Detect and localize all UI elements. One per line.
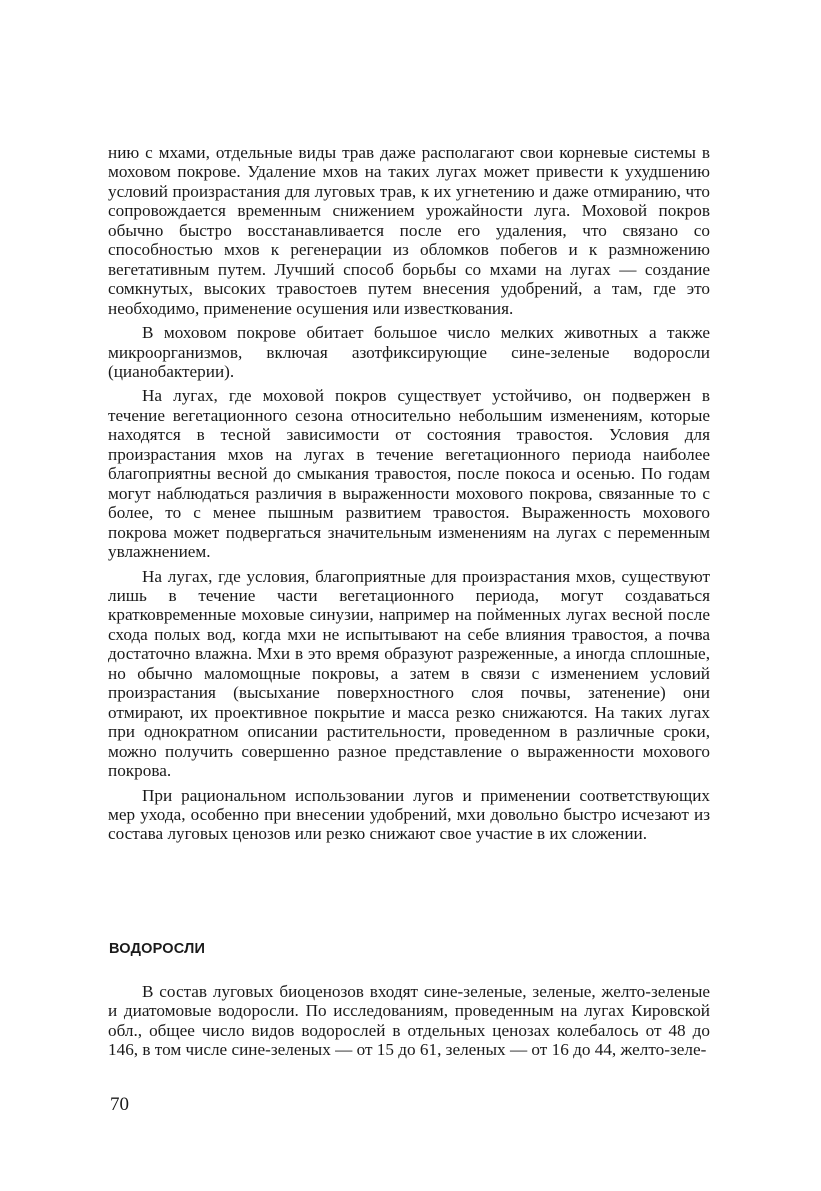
paragraph-rational-use: При рациональном использовании лугов и применении соответствующих мер ухода, особенно при внесении удобрений, мхи довольно быстро исчезают из состава луговых ценозов или резко снижают свое участие в их сложении. [108,785,710,844]
paragraph-stable-moss-cover: На лугах, где моховой покров существует устойчиво, он подвержен в течение вегетационного сезона относительно небольшим изменениям, которые находятся в тесной зависимости от состояния травостоя. Условия для произрастания мхов на лугах в течение вегетационного периода наиболее благоприятны весной до смыкания травостоя, после покоса и осенью. По годам могут наблюдаться различия в выраженности мохового покрова, связанные то с более, то с менее пышным развитием травостоя. Выраженность мохового покрова может подвергаться значительным изменениям на лугах с переменным увлажнением. [108,386,710,562]
main-text [108,143,710,844]
paragraph-moss-removal: нию с мхами, отдельные виды трав даже располагают свои корневые системы в моховом покрове. Удаление мхов на таких лугах может привести к ухудшению условий произрастания для луговых трав, к их угнетению и даже отмиранию, что сопровождается временным снижением урожайности луга. Моховой покров обычно быстро восстанавливается после его удаления, что связано со способностью мхов к регенерации из обломков побегов и к размножению вегетативным путем. Лучший способ борьбы со мхами на лугах — создание сомкнутых, высоких травостоев путем внесения удобрений, а там, где это необходимо, применение осушения или известкования. [108,143,710,318]
algae-section-text [108,982,710,1060]
paragraph-algae: В состав луговых биоценозов входят сине-зеленые, зеленые, желто-зеленые и диатомовые водоросли. По исследованиям, проведенным на лугах Кировской обл., общее число видов водорослей в отдельных ценозах колебалось от 48 до 146, в том числе сине-зеленых — от 15 до 61, зеленых — от 16 до 44, желто-зеле- [108,982,710,1060]
section-heading-algae: ВОДОРОСЛИ [109,941,206,957]
page-number: 70 [110,1094,129,1115]
paragraph-moss-fauna: В моховом покрове обитает большое число мелких животных а также микроорганизмов, включая азотфиксирующие сине-зеленые водоросли (цианобактерии). [108,323,710,381]
paragraph-short-term-synusiae: На лугах, где условия, благоприятные для произрастания мхов, существуют лишь в течение части вегетационного периода, могут создаваться кратковременные моховые синузии, например на пойменных лугах весной после схода полых вод, когда мхи не испытывают на себе влияния травостоя, а почва достаточно влажна. Мхи в это время образуют разреженные, а иногда сплошные, но обычно маломощные покровы, а затем в связи с изменением условий произрастания (высыхание поверхностного слоя почвы, затенение) они отмирают, их проективное покрытие и масса резко снижаются. На таких лугах при однократном описании растительности, проведенном в различные сроки, можно получить совершенно разное представление о выраженности мохового покрова. [108,566,710,781]
